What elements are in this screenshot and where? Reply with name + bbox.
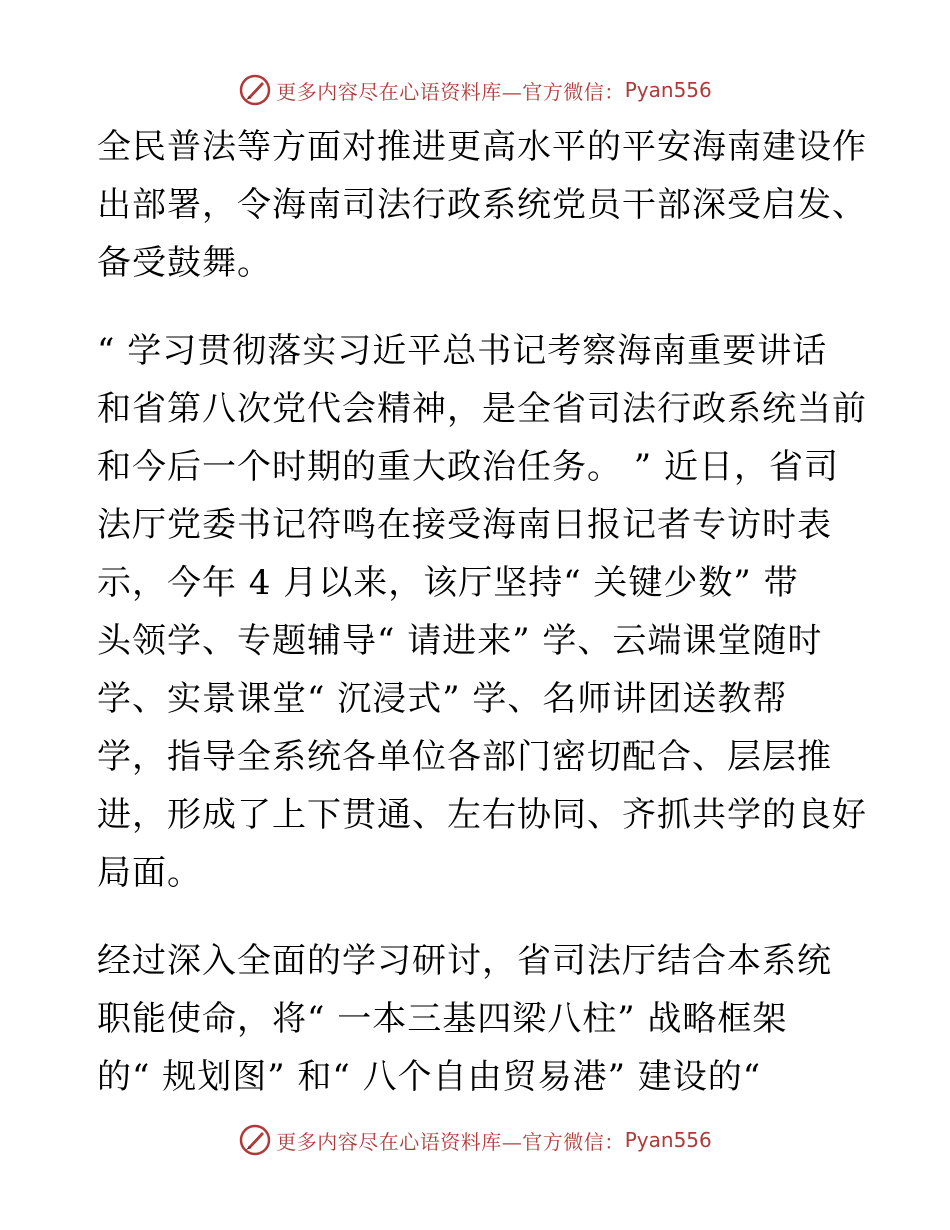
text-line: 和省第八次党代会精神，是全省司法行政系统当前	[97, 389, 867, 429]
text-line: 备受鼓舞。	[97, 243, 272, 283]
text-line: 经过深入全面的学习研讨，省司法厅结合本系统	[97, 941, 832, 981]
text-line: 学，指导全系统各单位各部门密切配合、层层推	[97, 737, 832, 777]
paragraph-3	[97, 932, 857, 1106]
paragraph-1	[97, 118, 867, 292]
text-line: 出部署，令海南司法行政系统党员干部深受启发、	[97, 185, 867, 225]
footer-watermark-banner	[0, 1120, 950, 1160]
quill-logo-icon	[238, 1123, 272, 1157]
text-line: 法厅党委书记符鸣在接受海南日报记者专访时表	[97, 505, 832, 545]
text-line: 和今后一个时期的重大政治任务。 ” 近日，省司	[97, 447, 839, 487]
text-line: 局面。	[97, 853, 202, 893]
banner-wechat-id: Pyan556	[624, 1128, 712, 1152]
document-body	[97, 118, 867, 1106]
paragraph-2	[97, 322, 867, 902]
banner-site-text: 更多内容尽在心语资料库—官方微信：	[276, 1129, 625, 1154]
banner-site-text: 更多内容尽在心语资料库—官方微信：	[276, 79, 625, 104]
text-line: 示，今年 4 月以来，该厅坚持“ 关键少数” 带	[97, 563, 799, 603]
text-line: 头领学、专题辅导“ 请进来” 学、云端课堂随时	[97, 621, 823, 661]
text-line: 职能使命，将“ 一本三基四梁八柱” 战略框架	[97, 999, 788, 1039]
text-line: 的“ 规划图” 和“ 八个自由贸易港” 建设的“	[97, 1057, 762, 1097]
text-line: 进，形成了上下贯通、左右协同、齐抓共学的良好	[97, 795, 867, 835]
header-watermark-banner	[0, 70, 950, 110]
text-line: “ 学习贯彻落实习近平总书记考察海南重要讲话	[97, 331, 828, 371]
quill-logo-icon	[238, 73, 272, 107]
text-line: 学、实景课堂“ 沉浸式” 学、名师讲团送教帮	[97, 679, 788, 719]
banner-wechat-id: Pyan556	[624, 78, 712, 102]
text-line: 全民普法等方面对推进更高水平的平安海南建设作	[97, 127, 867, 167]
